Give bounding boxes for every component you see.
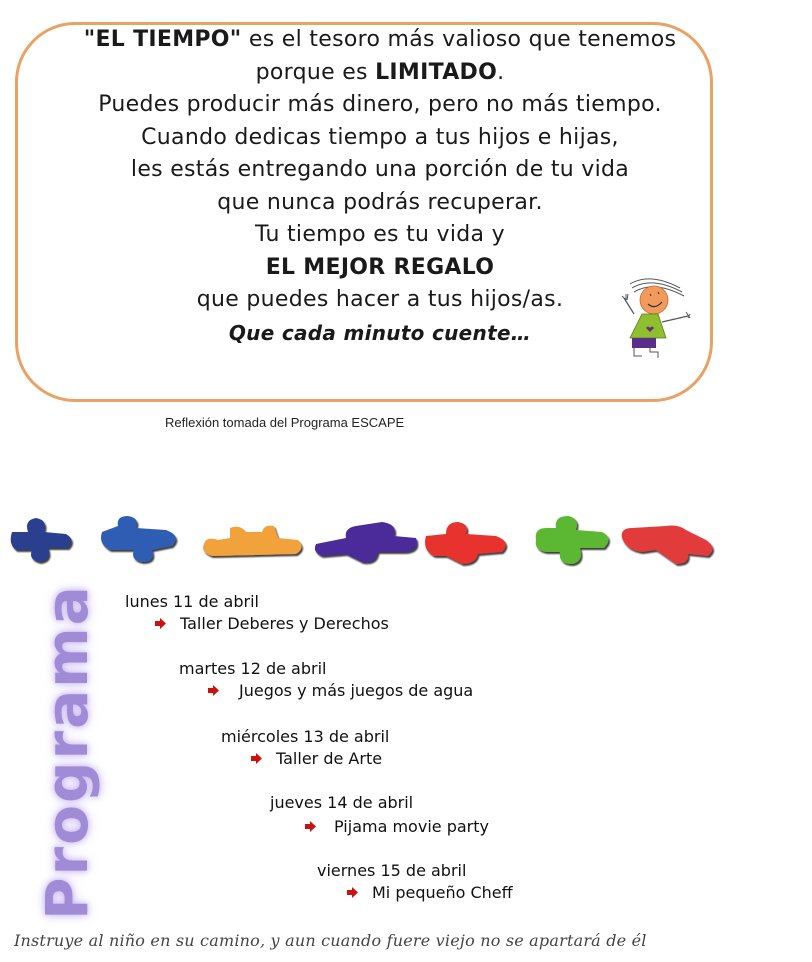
quote-line-8: EL MEJOR REGALO — [265, 254, 495, 280]
schedule-day: martes 12 de abril — [179, 659, 327, 678]
quote-line-5: les estás entregando una porción de tu vida — [130, 157, 630, 182]
arrow-bullet-icon — [155, 618, 166, 629]
puzzle-piece-icon — [622, 526, 713, 565]
event-label: Taller de Arte — [276, 749, 383, 768]
event-label: Juegos y más juegos de agua — [239, 681, 474, 700]
quote-line-4: Cuando dedicas tiempo a tus hijos e hijas, — [141, 124, 619, 150]
quote-emphasis: LIMITADO — [375, 59, 498, 85]
quote-text-segment: es el tesoro más valioso que tenemos — [241, 27, 677, 52]
puzzle-piece-icon — [11, 518, 72, 562]
arrow-bullet-icon — [347, 887, 358, 898]
program-vertical-title: Programa — [33, 584, 101, 920]
puzzle-piece-icon — [315, 522, 417, 562]
credit-caption: Reflexión tomada del Programa ESCAPE — [165, 415, 405, 430]
footer-bible-verse: Instruye al niño en su camino, y aun cuando fuere viejo no se apartará de él — [14, 931, 647, 950]
arrow-bullet-icon — [251, 753, 262, 764]
schedule-day: miércoles 13 de abril — [221, 727, 390, 746]
puzzle-piece-icon — [203, 526, 302, 556]
schedule-event — [251, 749, 382, 768]
schedule-day: jueves 14 de abril — [270, 793, 414, 812]
schedule-event — [347, 883, 513, 902]
schedule-event — [305, 817, 489, 836]
quote-line-2 — [0, 57, 760, 90]
quote-line-6: que nunca podrás recuperar. — [217, 189, 543, 215]
quote-line-9: que puedes hacer a tus hijos/as. — [196, 287, 564, 312]
event-label: Mi pequeño Cheff — [372, 883, 513, 902]
quote-line-10: Que cada minuto cuente… — [228, 320, 532, 345]
puzzle-pieces-banner — [6, 510, 726, 570]
schedule-event — [155, 614, 389, 633]
schedule-event — [208, 681, 473, 700]
event-label: Taller Deberes y Derechos — [180, 614, 389, 633]
arrow-bullet-icon — [208, 685, 219, 696]
schedule-day: viernes 15 de abril — [317, 861, 467, 880]
child-illustration — [620, 270, 700, 360]
quote-line-1 — [0, 24, 760, 57]
child-drawing-icon — [622, 279, 690, 358]
puzzle-piece-icon — [425, 522, 506, 564]
arrow-bullet-icon — [305, 821, 316, 832]
quote-text-segment: . — [497, 59, 505, 85]
quote-line-3: Puedes producir más dinero, pero no más tiempo. — [98, 92, 662, 117]
puzzle-piece-icon — [536, 516, 609, 564]
quote-line-7: Tu tiempo es tu vida y — [255, 222, 505, 247]
quote-emphasis: "EL TIEMPO" — [83, 27, 242, 52]
puzzle-piece-icon — [101, 516, 176, 562]
event-label: Pijama movie party — [334, 817, 489, 836]
schedule-day: lunes 11 de abril — [125, 592, 259, 611]
quote-text-segment: porque es — [255, 59, 376, 85]
